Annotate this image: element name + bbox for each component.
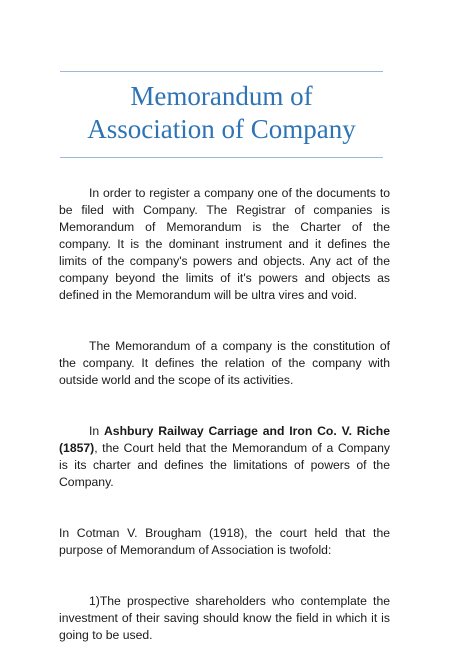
- title-line-2: Association of Company: [87, 114, 356, 144]
- title-bottom-rule: [60, 157, 383, 158]
- ashbury-case-name: Ashbury Railway Carriage and Iron Co. V. Riche (1857): [59, 424, 390, 455]
- paragraph-cotman-case: In Cotman V. Brougham (1918), the court held that the purpose of Memorandum of Association is twofold:: [59, 526, 390, 557]
- paragraph-point-one: 1)The prospective shareholders who contemplate the investment of their saving should know the field in which it is going to be used.: [59, 594, 390, 642]
- ashbury-prefix: In: [89, 424, 104, 438]
- paragraph-constitution: The Memorandum of a company is the constitution of the company. It defines the relation of the company with outside world and the scope of its activities.: [59, 339, 390, 387]
- ashbury-suffix: , the Court held that the Memorandum of a Company is its charter and defines the limitations of powers of the Company.: [59, 441, 390, 489]
- document-body: [59, 185, 390, 644]
- title-line-1: Memorandum of: [130, 81, 313, 111]
- title-top-rule: [60, 71, 383, 72]
- paragraph-registration: In order to register a company one of the documents to be filed with Company. The Registrar of companies is Memorandum of Memorandum is the Charter of the company. It is the dominant instrument and it defines the limits of the company's powers and objects. Any act of the company beyond the limits of it's powers and objects as defined in the Memorandum will be ultra vires and void.: [59, 186, 390, 302]
- paragraph-ashbury-case: [59, 423, 390, 491]
- document-title: [60, 80, 383, 146]
